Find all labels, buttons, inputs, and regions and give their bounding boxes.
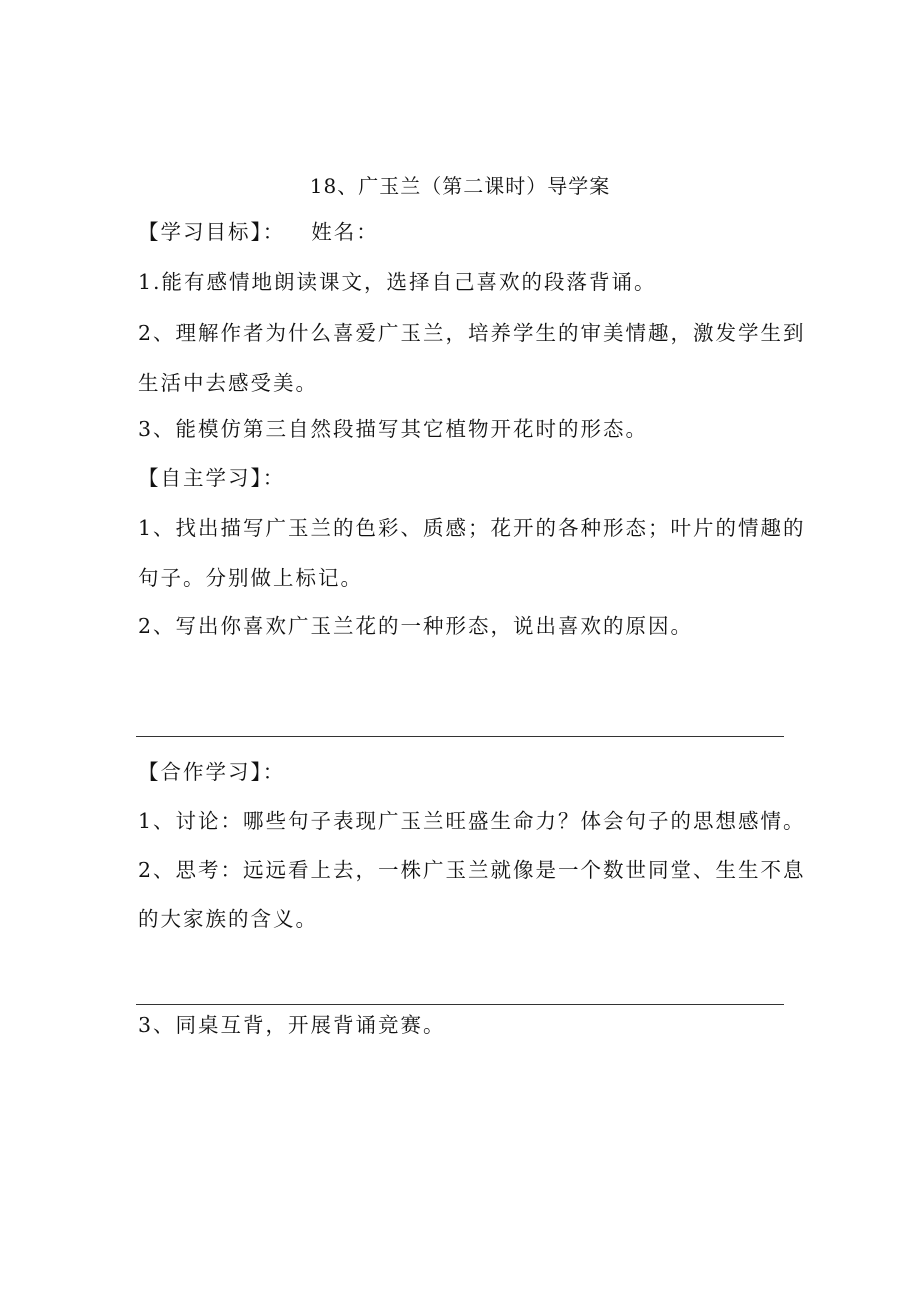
- self-study-item-1: 1、找出描写广玉兰的色彩、质感；花开的各种形态；叶片的情趣的: [138, 516, 806, 540]
- name-label: 姓名：: [311, 220, 379, 244]
- objective-item-3: 3、能模仿第三自然段描写其它植物开花时的形态。: [138, 417, 649, 441]
- self-study-item-1-cont: 句子。分别做上标记。: [138, 566, 363, 590]
- document-title: 18、广玉兰（第二课时）导学案: [309, 174, 611, 198]
- cooperative-item-3: 3、同桌互背，开展背诵竞赛。: [138, 1013, 446, 1037]
- self-study-heading: 【自主学习】：: [138, 466, 286, 490]
- cooperative-item-2: 2、思考：远远看上去，一株广玉兰就像是一个数世同堂、生生不息: [138, 858, 806, 882]
- cooperative-item-1: 1、讨论：哪些句子表现广玉兰旺盛生命力？体会句子的思想感情。: [138, 809, 806, 833]
- cooperative-item-2-cont: 的大家族的含义。: [138, 907, 318, 931]
- objectives-heading: 【学习目标】：: [138, 220, 286, 244]
- self-study-item-2: 2、写出你喜欢广玉兰花的一种形态，说出喜欢的原因。: [138, 614, 694, 638]
- objectives-heading-row: [138, 217, 379, 247]
- objective-item-2: 2、理解作者为什么喜爱广玉兰，培养学生的审美情趣，激发学生到: [138, 321, 806, 345]
- objective-item-2-cont: 生活中去感受美。: [138, 371, 318, 395]
- cooperative-heading: 【合作学习】：: [138, 760, 286, 784]
- objective-item-1: 1.能有感情地朗读课文，选择自己喜欢的段落背诵。: [138, 270, 657, 294]
- answer-line: [136, 1004, 784, 1005]
- answer-line: [136, 736, 784, 737]
